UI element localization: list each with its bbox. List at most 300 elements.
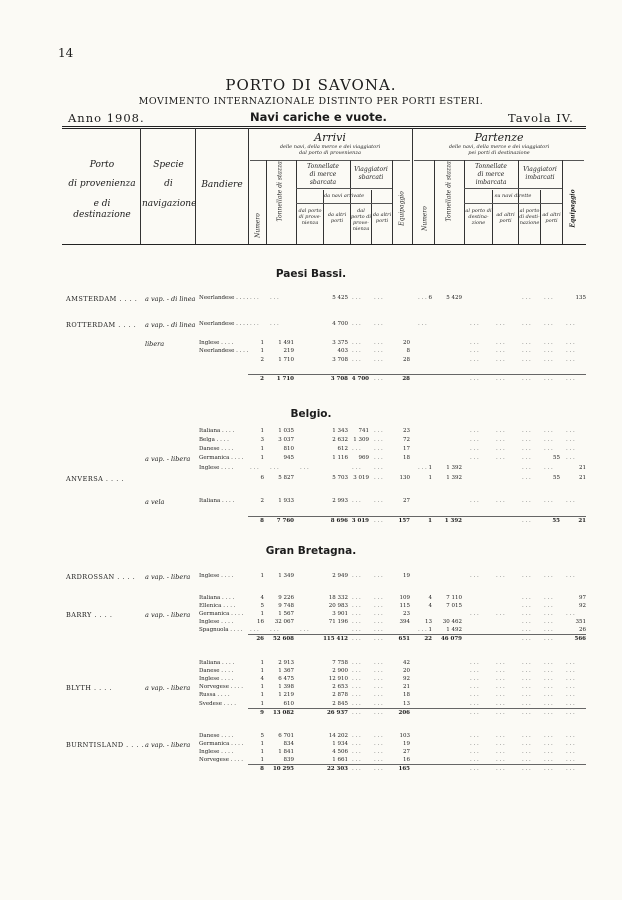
table-title: Navi cariche e vuote. [250, 110, 387, 124]
empty-cell: . . . [496, 741, 505, 747]
cell-eq-a: 23 [403, 428, 410, 434]
empty-cell: . . . [496, 676, 505, 682]
cell-a-num: 2 [260, 376, 264, 382]
header-equipaggio-par: Equipaggio [569, 189, 577, 228]
empty-cell: . . . [374, 660, 383, 666]
cell-p-num: 1 [428, 465, 432, 471]
cell-a-num: 1 [260, 340, 264, 346]
empty-cell: . . . [470, 749, 479, 755]
empty-cell: . . . [352, 611, 361, 617]
cell-a-num: 8 [260, 518, 264, 524]
specie-navigazione: a vap. - di linea [145, 295, 196, 303]
header-arrivi-sub: delle navi, della merce e dei viaggiatori dal porto di provenienza [279, 144, 381, 156]
empty-cell: . . . [522, 757, 531, 763]
empty-cell: . . . [374, 636, 383, 642]
empty-cell: . . . [374, 348, 383, 354]
cell-eq-a: 28 [403, 357, 410, 363]
cell-a-num: 5 [260, 603, 264, 609]
empty-cell: . . . [374, 595, 383, 601]
bandiera: Danese . . . . [199, 446, 234, 452]
cell-p-num: 13 [425, 619, 432, 625]
specie-navigazione: a vap. - libera [145, 741, 191, 749]
cell-a-stazza: 32 067 [274, 619, 294, 625]
cell-eq-a: 16 [403, 757, 410, 763]
empty-cell: . . . [374, 465, 383, 471]
empty-cell: . . . [374, 741, 383, 747]
empty-cell: . . . [544, 573, 553, 579]
cell-eq-a: 19 [403, 573, 410, 579]
total-rule [248, 374, 586, 375]
cell-eq-a: 165 [398, 766, 410, 772]
empty-cell: . . . [544, 676, 553, 682]
empty-cell: . . . [544, 733, 553, 739]
empty-cell: . . . [522, 692, 531, 698]
empty-cell: . . . [566, 741, 575, 747]
cell-a-num: 5 [260, 733, 264, 739]
cell-a-merce_p: 18 332 [328, 595, 348, 601]
bandiera: Inglese . . . . [199, 676, 234, 682]
header-arr-col-3: dal porto di prove- nienza [351, 208, 372, 232]
empty-cell: . . . [566, 660, 575, 666]
bandiera: Norvegese . . . . [199, 757, 243, 763]
sub-rule [464, 188, 562, 189]
cell-a-merce_p: 4 506 [332, 749, 348, 755]
cell-a-merce_p: 2 993 [332, 498, 348, 504]
cell-eq-p: 26 [579, 627, 586, 633]
cell-a-merce_p: 14 202 [328, 733, 348, 739]
header-merce-sbarcata: Tonnellate di merce sbarcata [307, 163, 339, 186]
empty-cell: . . . [544, 660, 553, 666]
cell-a-merce_p: 12 910 [328, 676, 348, 682]
cell-a-stazza: 6 475 [278, 676, 294, 682]
empty-cell: . . . [352, 701, 361, 707]
empty-cell: . . . [496, 611, 505, 617]
col-divider [392, 160, 393, 244]
page-number: 14 [58, 46, 74, 60]
cell-p-num: 6 [428, 295, 432, 301]
bandiera: Germanica . . . . [199, 455, 244, 461]
cell-p-num: 1 [428, 475, 432, 481]
cell-eq-a: 20 [403, 340, 410, 346]
cell-a-merce_p: 20 983 [328, 603, 348, 609]
empty-cell: . . . [352, 357, 361, 363]
cell-eq-p: 351 [575, 619, 586, 625]
empty-cell: . . . [522, 498, 531, 504]
empty-cell: . . . [566, 573, 575, 579]
empty-cell: . . . [470, 676, 479, 682]
specie-navigazione: a vap. - libera [145, 455, 191, 463]
empty-cell: . . . [352, 619, 361, 625]
empty-cell: . . . [352, 498, 361, 504]
col-divider [412, 128, 413, 244]
empty-cell: . . . [374, 357, 383, 363]
col-divider [434, 160, 435, 244]
cell-a-num: 1 [260, 741, 264, 747]
cell-a-stazza: 3 037 [278, 437, 294, 443]
cell-eq-a: 157 [398, 518, 410, 524]
cell-a-stazza: 13 082 [272, 710, 294, 716]
cell-a-num: 1 [260, 701, 264, 707]
empty-cell: . . . [544, 749, 553, 755]
cell-eq-a: 394 [399, 619, 410, 625]
cell-a-num: 3 [260, 437, 264, 443]
cell-a-num: 1 [260, 348, 264, 354]
cell-p-stazza: 7 015 [446, 603, 462, 609]
cell-eq-p: 566 [574, 636, 586, 642]
empty-cell: . . . [544, 321, 553, 327]
cell-a-num: 16 [257, 619, 264, 625]
cell-a-merce_p: 5 703 [332, 475, 348, 481]
empty-cell: . . . [566, 340, 575, 346]
port-name: ROTTERDAM . . . . [66, 321, 137, 329]
bandiera: Neerlandese . . . . [199, 321, 249, 327]
bandiera: Italiana . . . . [199, 498, 235, 504]
cell-a-merce_a: 969 [358, 455, 369, 461]
empty-cell: . . . [374, 295, 383, 301]
bandiera: Svedese . . . . [199, 701, 236, 707]
cell-a-num: 1 [260, 455, 264, 461]
empty-cell: . . . [374, 498, 383, 504]
col-divider [248, 128, 249, 244]
empty-cell: . . . [544, 627, 553, 633]
cell-a-stazza: 10 295 [272, 766, 294, 772]
empty-cell: . . . [352, 465, 361, 471]
cell-a-merce_p: 2 900 [332, 668, 348, 674]
cell-a-stazza: 7 760 [276, 518, 294, 524]
sub-rule [296, 188, 392, 189]
empty-cell: . . . [522, 603, 531, 609]
empty-cell: . . . [566, 668, 575, 674]
header-arr-col-1: dal porto di prove- nienza [298, 208, 322, 226]
cell-a-stazza: 1 710 [278, 357, 294, 363]
cell-p-num: 4 [428, 595, 432, 601]
cell-eq-p: 21 [579, 475, 586, 481]
cell-a-merce_p: 3 708 [330, 376, 348, 382]
empty-cell: . . . [352, 676, 361, 682]
empty-cell: . . . [522, 340, 531, 346]
bandiera: Neerlandese . . . . [199, 295, 249, 301]
empty-cell: . . . [522, 710, 531, 716]
empty-cell: . . . [374, 573, 383, 579]
cell-eq-a: 18 [403, 455, 410, 461]
empty-cell: . . . [470, 573, 479, 579]
cell-a-num: 1 [260, 757, 264, 763]
cell-a-merce_p: 8 696 [330, 518, 348, 524]
bandiera: Belga . . . . [199, 437, 229, 443]
empty-cell: . . . [352, 668, 361, 674]
total-rule [248, 634, 586, 635]
empty-cell: . . . [544, 636, 553, 642]
empty-cell: . . . [522, 428, 531, 434]
cell-a-num: 26 [256, 636, 264, 642]
empty-cell: . . . [496, 376, 505, 382]
empty-cell: . . . [566, 446, 575, 452]
empty-cell: . . . [250, 295, 259, 301]
bandiera: Italiana . . . . [199, 660, 235, 666]
empty-cell: . . . [352, 627, 361, 633]
empty-cell: . . . [352, 595, 361, 601]
empty-cell: . . . [544, 603, 553, 609]
empty-cell: . . . [522, 573, 531, 579]
empty-cell: . . . [352, 757, 361, 763]
empty-cell: . . . [470, 340, 479, 346]
empty-cell: . . . [522, 348, 531, 354]
empty-cell: . . . [352, 340, 361, 346]
port-name: BLYTH . . . . [66, 684, 113, 692]
specie-navigazione: a vap. - di linea [145, 321, 196, 329]
cell-a-num: 4 [260, 595, 264, 601]
cell-p-viag: 55 [553, 475, 560, 481]
empty-cell: . . . [544, 376, 553, 382]
total-rule [248, 708, 586, 709]
cell-p-num: 22 [424, 636, 432, 642]
empty-cell: . . . [522, 660, 531, 666]
header-su-navi-dirette: su navi dirette [494, 193, 532, 199]
empty-cell: . . . [566, 733, 575, 739]
empty-cell: . . . [470, 348, 479, 354]
empty-cell: . . . [544, 692, 553, 698]
header-da-navi-arrivate: da navi arrivate [323, 193, 365, 199]
cell-a-stazza: 219 [283, 348, 294, 354]
cell-a-num: 9 [260, 710, 264, 716]
empty-cell: . . . [374, 376, 383, 382]
cell-a-merce_p: 2 949 [332, 573, 348, 579]
empty-cell: . . . [352, 446, 361, 452]
empty-cell: . . . [566, 684, 575, 690]
empty-cell: . . . [544, 465, 553, 471]
empty-cell: . . . [522, 701, 531, 707]
empty-cell: . . . [496, 710, 505, 716]
empty-cell: . . . [566, 428, 575, 434]
bandiera: Italiana . . . . [199, 595, 235, 601]
empty-cell: . . . [544, 348, 553, 354]
empty-cell: . . . [496, 446, 505, 452]
empty-cell: . . . [544, 684, 553, 690]
cell-a-stazza: 839 [283, 757, 294, 763]
empty-cell: . . . [418, 321, 427, 327]
empty-cell: . . . [374, 428, 383, 434]
empty-cell: . . . [300, 465, 309, 471]
cell-p-viag: 55 [552, 518, 560, 524]
empty-cell: . . . [470, 710, 479, 716]
empty-cell: . . . [566, 676, 575, 682]
cell-a-merce_p: 2 632 [332, 437, 348, 443]
cell-p-stazza: 46 079 [440, 636, 462, 642]
empty-cell: . . . [374, 518, 383, 524]
cell-a-num: 1 [260, 446, 264, 452]
cell-a-merce_p: 115 412 [323, 636, 348, 642]
cell-a-stazza: 810 [283, 446, 294, 452]
header-arrivi: Arrivi [314, 131, 346, 144]
cell-a-merce_a: 3 019 [351, 518, 369, 524]
empty-cell: . . . [522, 357, 531, 363]
cell-p-viag: 55 [553, 455, 560, 461]
cell-a-merce_p: 612 [337, 446, 348, 452]
cell-a-stazza: 1 933 [278, 498, 294, 504]
empty-cell: . . . [544, 619, 553, 625]
cell-a-merce_p: 26 937 [326, 710, 348, 716]
cell-eq-a: 28 [402, 376, 410, 382]
empty-cell: . . . [522, 446, 531, 452]
header-porto: Porto di provenienza e di destinazione [68, 160, 136, 220]
cell-a-stazza: 9 748 [278, 603, 294, 609]
empty-cell: . . . [270, 627, 279, 633]
bandiera: Norvegese . . . . [199, 684, 243, 690]
empty-cell: . . . [522, 636, 531, 642]
empty-cell: . . . [352, 348, 361, 354]
empty-cell: . . . [544, 428, 553, 434]
cell-a-stazza: 6 701 [278, 733, 294, 739]
col-divider [266, 160, 267, 244]
empty-cell: . . . [470, 741, 479, 747]
section-heading: Belgio. [290, 408, 332, 420]
empty-cell: . . . [352, 636, 361, 642]
cell-a-merce_p: 1 343 [332, 428, 348, 434]
cell-a-num: 1 [260, 684, 264, 690]
empty-cell: . . . [496, 692, 505, 698]
page-subtitle: MOVIMENTO INTERNAZIONALE DISTINTO PER PORTI ESTERI. [138, 96, 484, 107]
cell-eq-p: 97 [579, 595, 586, 601]
empty-cell: . . . [544, 295, 553, 301]
empty-cell: . . . [522, 518, 531, 524]
page-title: PORTO DI SAVONA. [225, 76, 397, 94]
cell-eq-p: 21 [578, 518, 586, 524]
header-partenze-sub: delle navi, della merce e dei viaggiatori pei porti di destinazione [448, 144, 550, 156]
sub-rule [296, 203, 392, 204]
cell-a-num: 8 [260, 766, 264, 772]
empty-cell: . . . [522, 465, 531, 471]
total-rule [248, 764, 586, 765]
empty-cell: . . . [352, 684, 361, 690]
empty-cell: . . . [470, 455, 479, 461]
empty-cell: . . . [566, 321, 575, 327]
cell-a-merce_a: 3 019 [353, 475, 369, 481]
cell-p-stazza: 1 392 [446, 475, 462, 481]
empty-cell: . . . [470, 357, 479, 363]
empty-cell: . . . [352, 733, 361, 739]
empty-cell: . . . [544, 710, 553, 716]
cell-a-num: 1 [260, 668, 264, 674]
empty-cell: . . . [496, 437, 505, 443]
empty-cell: . . . [470, 701, 479, 707]
cell-eq-a: 109 [399, 595, 410, 601]
empty-cell: . . . [522, 611, 531, 617]
cell-eq-a: 651 [398, 636, 410, 642]
cell-p-stazza: 1 392 [444, 518, 462, 524]
empty-cell: . . . [544, 757, 553, 763]
empty-cell: . . . [544, 701, 553, 707]
empty-cell: . . . [374, 446, 383, 452]
empty-cell: . . . [566, 611, 575, 617]
cell-a-stazza: 1 398 [278, 684, 294, 690]
empty-cell: . . . [496, 733, 505, 739]
cell-a-num: 2 [260, 357, 264, 363]
cell-eq-a: 17 [403, 446, 410, 452]
empty-cell: . . . [566, 766, 575, 772]
cell-eq-a: 206 [398, 710, 410, 716]
empty-cell: . . . [352, 603, 361, 609]
header-equipaggio-arr: Equipaggio [398, 191, 406, 226]
cell-eq-a: 8 [406, 348, 410, 354]
header-bottom-rule [62, 244, 586, 245]
cell-a-stazza: 1 349 [278, 573, 294, 579]
cell-eq-a: 72 [403, 437, 410, 443]
cell-a-stazza: 1 710 [276, 376, 294, 382]
empty-cell: . . . [352, 295, 361, 301]
empty-cell: . . . [374, 676, 383, 682]
empty-cell: . . . [374, 749, 383, 755]
cell-eq-a: 18 [403, 692, 410, 698]
specie-navigazione: a vela [145, 498, 165, 506]
port-name: BARRY . . . . [66, 611, 113, 619]
empty-cell: . . . [470, 437, 479, 443]
header-stazza-arr: Tonnellate di stazza [276, 161, 284, 222]
port-name: ARDROSSAN . . . . [66, 573, 136, 581]
arrivi-rule [250, 160, 410, 161]
cell-a-merce_p: 1 116 [332, 455, 348, 461]
empty-cell: . . . [418, 627, 427, 633]
year-label: Anno 1908. [68, 111, 145, 125]
empty-cell: . . . [522, 684, 531, 690]
empty-cell: . . . [374, 619, 383, 625]
header-merce-imbarcata: Tonnellate di merce imbarcata [475, 163, 507, 186]
cell-a-merce_p: 7 758 [332, 660, 348, 666]
empty-cell: . . . [522, 437, 531, 443]
empty-cell: . . . [496, 357, 505, 363]
empty-cell: . . . [566, 710, 575, 716]
cell-eq-a: 27 [403, 498, 410, 504]
bandiera: Neerlandese . . . . [199, 348, 249, 354]
empty-cell: . . . [470, 376, 479, 382]
bandiera: Ellenica . . . . [199, 603, 236, 609]
empty-cell: . . . [496, 660, 505, 666]
cell-a-stazza: 610 [283, 701, 294, 707]
empty-cell: . . . [566, 757, 575, 763]
header-specie: Specie di navigazione [142, 160, 197, 209]
bandiera: Danese . . . . [199, 733, 234, 739]
cell-p-num: 1 [428, 518, 432, 524]
port-name: BURNTISLAND . . . . [66, 741, 145, 749]
header-numero-arr: Numero [254, 213, 262, 238]
empty-cell: . . . [522, 475, 531, 481]
empty-cell: . . . [470, 428, 479, 434]
cell-eq-a: 23 [403, 611, 410, 617]
empty-cell: . . . [544, 611, 553, 617]
empty-cell: . . . [418, 295, 427, 301]
empty-cell: . . . [374, 701, 383, 707]
empty-cell: . . . [470, 660, 479, 666]
cell-a-merce_p: 2 845 [332, 701, 348, 707]
header-par-col-3: al porto di desti- nazione [519, 208, 540, 226]
cell-a-merce_p: 3 375 [332, 340, 348, 346]
sub-rule [464, 203, 562, 204]
empty-cell: . . . [544, 357, 553, 363]
empty-cell: . . . [544, 340, 553, 346]
cell-a-merce_p: 22 303 [326, 766, 348, 772]
header-par-col-2: ad altri porti [496, 212, 515, 224]
cell-a-stazza: 1 567 [278, 611, 294, 617]
empty-cell: . . . [496, 766, 505, 772]
port-name: ANVERSA . . . . [66, 475, 124, 483]
empty-cell: . . . [374, 455, 383, 461]
header-par-col-4: ad altri porti [542, 212, 561, 224]
empty-cell: . . . [496, 749, 505, 755]
bandiera: Germanica . . . . [199, 611, 244, 617]
cell-a-stazza: 1 367 [278, 668, 294, 674]
cell-p-stazza: 30 462 [442, 619, 462, 625]
empty-cell: . . . [496, 684, 505, 690]
empty-cell: . . . [522, 627, 531, 633]
